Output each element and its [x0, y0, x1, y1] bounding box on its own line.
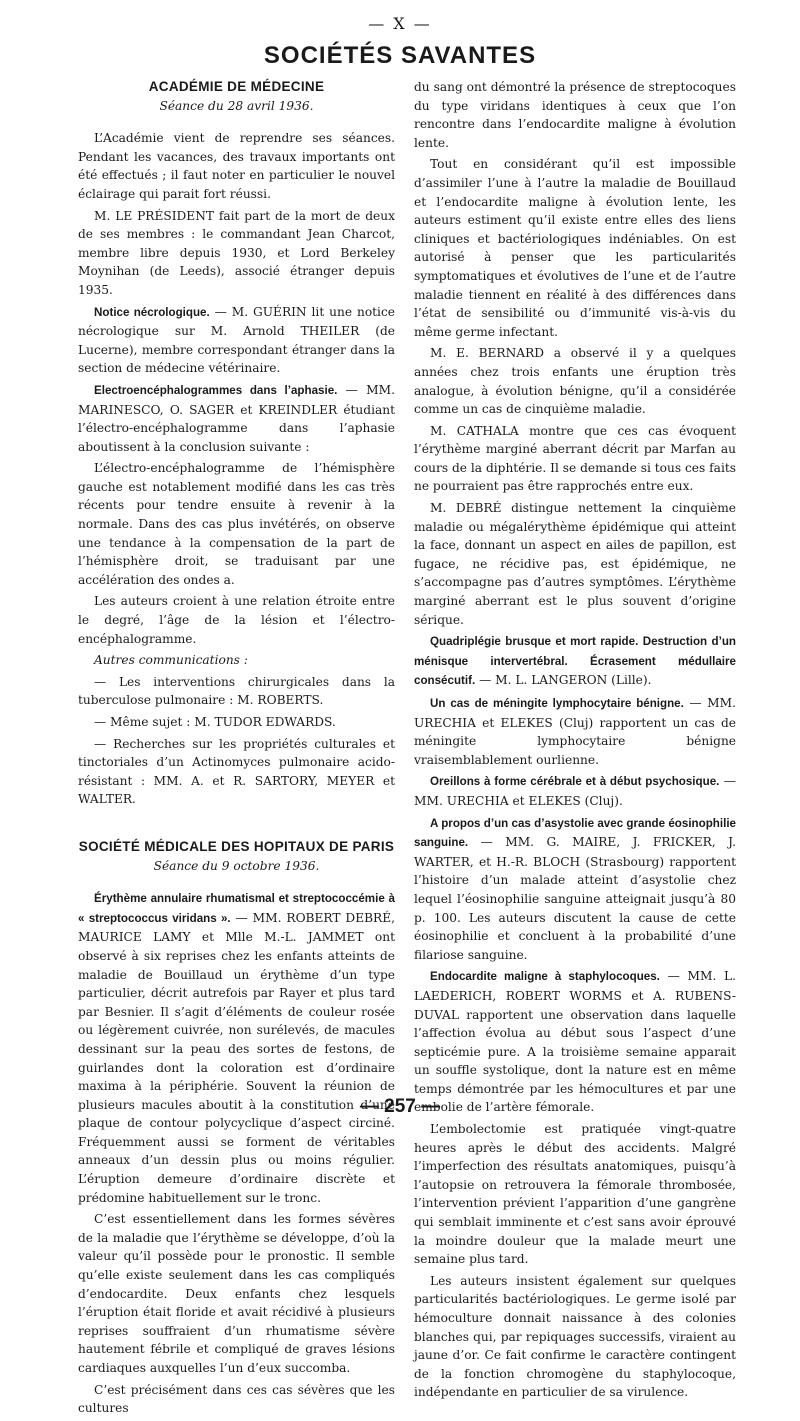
paragraph: L’embolectomie est pratiquée vingt-quatre heures après le début des accidents. Malgré l’imperfection des résultats anatomiques, puisqu’à l’autopsie on retrouvera la fémorale thrombosée, l’intervention prévient l’apparition d’une gangrène qui semblait imminente et c’est sans avoir éprouvé la moindre douleur que la malade meurt une semaine plus tard. [414, 1122, 736, 1267]
paragraph [78, 889, 395, 1207]
paragraph: C’est essentiellement dans les formes sévères de la maladie que l’érythème se développe, d’où la valeur qu’il possède pour le pronostic. Il semble qu’elle existe seulement dans les cas compliqués d’endocardite. Deux enfants chez lesquels l’éruption était floride et avait récidivé à plusieurs reprises souffraient d’un rhumatisme sévère hautement fébrile et compliqué de graves lésions cardiaques auxquelles l’un d’eux succomba. [78, 1212, 395, 1375]
paragraph-body: — MM. MARINESCO, O. SAGER et KREINDLER étudiant l’électro-encéphalogramme dans l’aphasie aboutissent à la conclusion suivante : [78, 382, 395, 454]
paragraph: — Les interventions chirurgicales dans la tuberculose pulmonaire : M. ROBERTS. [78, 674, 395, 708]
paragraph [414, 632, 736, 691]
paragraph: L’électro-encéphalogramme de l’hémisphère gauche est notablement modifié dans les cas très récents pour tendre ensuite à revenir à la normale. Dans des cas plus invétérés, on observe une tendance à la compensation de la part de l’hémisphère droit, se traduisant par une accélération des ondes a. [78, 461, 395, 587]
paragraph-body: — MM. L. LAEDERICH, ROBERT WORMS et A. RUBENS-DUVAL rapportent une observation dans laquelle l’affection évolua au début sous l’aspect d’une septicémie pure. A la troisième semaine apparait un souffle systolique, dont la nature est en même temps démontrée par les hémocultures et par une embolie de l’artère fémorale. [414, 969, 737, 1115]
paragraph-body: — MM. G. MAIRE, J. FRICKER, J. WARTER, et H.-R. BLOCH (Strasbourg) rapportent l’histoire d’un malade atteint d’asystolie chez lequel l’éosinophilie sanguine atteignait jusqu’à 80 p. 100. Les auteurs discutent la cause de cette éosinophilie et concluent à la probabilité d’une filariose sanguine. [414, 835, 736, 962]
paragraph-heading: Un cas de méningite lymphocytaire bénigne. [430, 697, 684, 710]
section-title-academie: ACADÉMIE DE MÉDECINE [148, 79, 325, 94]
paragraph-body: — M. L. LANGERON (Lille). [475, 673, 652, 688]
page-title: SOCIÉTÉS SAVANTES [263, 42, 537, 69]
paragraph [78, 381, 395, 456]
paragraph [414, 967, 736, 1117]
section-date-hopitaux: Séance du 9 octobre 1936. [153, 858, 320, 873]
paragraph-heading: Notice nécrologique. [94, 305, 210, 319]
page-roman-numeral: — X — [368, 14, 432, 33]
paragraph [414, 814, 736, 965]
paragraph: M. E. BERNARD a observé il y a quelques années chez trois enfants une éruption très analogue, à évolution bénigne, qu’il a considérée comme un cas de cinquième maladie. [414, 346, 736, 417]
section-date-academie: Séance du 28 avril 1936. [159, 98, 314, 113]
paragraph-heading: Endocardite maligne à staphylocoques. [430, 970, 660, 984]
paragraph-heading: Electroencéphalogrammes dans l’aphasie. [94, 383, 338, 397]
left-column [78, 78, 395, 1421]
section-title-hopitaux: SOCIÉTÉ MÉDICALE DES HOPITAUX DE PARIS [78, 838, 395, 854]
paragraph [414, 772, 736, 810]
paragraph: du sang ont démontré la présence de streptocoques du type viridans identiques à ceux que l’on rencontre dans l’endocardite maligne à évolution lente. [414, 80, 736, 150]
paragraph: Autres communications : [94, 653, 248, 668]
paragraph-body: — MM. ROBERT DEBRÉ, MAURICE LAMY et Mlle M.-L. JAMMET ont observé à six reprises chez les enfants atteints de maladie de Bouillaud un érythème d’un type particulier, décrit autrefois par Rayer et plus tard par Besnier. Il s’agit d’éléments de couleur rosée ou légèrement cuivrée, non surélevés, de macules dessinant sur la peau des sortes de festons, de guirlandes dont la coloration est d’ordinaire maxima à la périphérie. Souvent la réunion de plusieurs macules aboutit à la constitution d’une plaque de contour polycyclique d’aspect circiné. Fréquemment aussi se forment de véritables anneaux d’un dessin plus ou moins régulier. L’éruption demeure d’ordinaire discrète et prédomine habituellement sur le tronc. [78, 910, 395, 1205]
paragraph-body: — MM. URECHIA et ELEKES (Cluj) rapportent un cas de méningite lymphocytaire bénigne vraisemblablement ourlienne. [414, 696, 736, 767]
paragraph-heading: Quadriplégie brusque et mort rapide. Destruction d’un ménisque intervertébral. Écrasement médullaire consécutif. [414, 635, 736, 688]
paragraph: C’est précisément dans ces cas sévères que les cultures [78, 1382, 395, 1416]
paragraph: Les auteurs insistent également sur quelques particularités bactériologiques. Le germe isolé par hémoculture donnait naissance à des colonies blanches qui, par repiquages successifs, viraient au jaune d’or. Ce fait confirme le caractère contingent de la fonction chromogène du staphylocoque, indépendante en particulier de sa virulence. [414, 1273, 736, 1400]
paragraph: M. DEBRÉ distingue nettement la cinquième maladie ou mégalérythème épidémique qui atteint la face, donnant un aspect en ailes de papillon, est fugace, ne récidive pas, est épidémique, ne s’accompagne pas d’autres symptômes. L’érythème marginé aberrant est le plus souvent d’origine sérique. [414, 501, 736, 627]
paragraph: — Recherches sur les propriétés culturales et tinctoriales d’un Actinomyces pulmonaire acido-résistant : MM. A. et R. SARTORY, MEYER et WALTER. [78, 736, 395, 807]
paragraph-heading: Érythème annulaire rhumatismal et streptococcémie à « streptococcus viridans ». [78, 892, 395, 925]
paragraph: L’Académie vient de reprendre ses séances. Pendant les vacances, des travaux importants ont été effectués ; il faut noter en particulier le nouvel éclairage qui parait fort réussi. [78, 131, 395, 201]
paragraph-body: — M. GUÉRIN lit une notice nécrologique sur M. Arnold THEILER (de Lucerne), membre correspondant étranger dans la section de médecine vétérinaire. [78, 304, 395, 376]
paragraph: — Même sujet : M. TUDOR EDWARDS. [94, 715, 336, 729]
paragraph: M. CATHALA montre que ces cas évoquent l’érythème marginé aberrant décrit par Marfan au cours de la diphtérie. Il se demande si tous ces faits ne pourraient pas être rapprochés entre eux. [414, 423, 736, 494]
paragraph [78, 303, 395, 378]
paragraph: M. LE PRÉSIDENT fait part de la mort de deux de ses membres : le commandant Jean Charcot, membre libre depuis 1930, et Lord Berkeley Moynihan (de Leeds), associé étranger depuis 1935. [78, 208, 395, 297]
paragraph [414, 694, 736, 769]
paragraph: Tout en considérant qu’il est impossible d’assimiler l’une à l’autre la maladie de Bouillaud et l’endocardite maligne à évolution lente, les auteurs estiment qu’il existe entre elles des liens cliniques et bactériologiques indéniables. On est autorisé à penser que les particularités symptomatiques et évolutives de l’une et de l’autre maladie tiennent en réalité à des différences dans l’état de sensibilité ou d’immunité vis-à-vis du même germe infectant. [414, 157, 736, 339]
paragraph-heading: Oreillons à forme cérébrale et à début psychosique. [430, 775, 720, 789]
right-column [414, 78, 736, 1405]
paragraph: Les auteurs croient à une relation étroite entre le degré, l’âge de la lésion et l’électro-encéphalogramme. [78, 594, 395, 646]
paragraph-body: — MM. URECHIA et ELEKES (Cluj). [414, 774, 736, 808]
page-number: — 257 — [359, 1096, 441, 1117]
paragraph-heading: A propos d’un cas d’asystolie avec grande éosinophilie sanguine. [414, 816, 736, 850]
